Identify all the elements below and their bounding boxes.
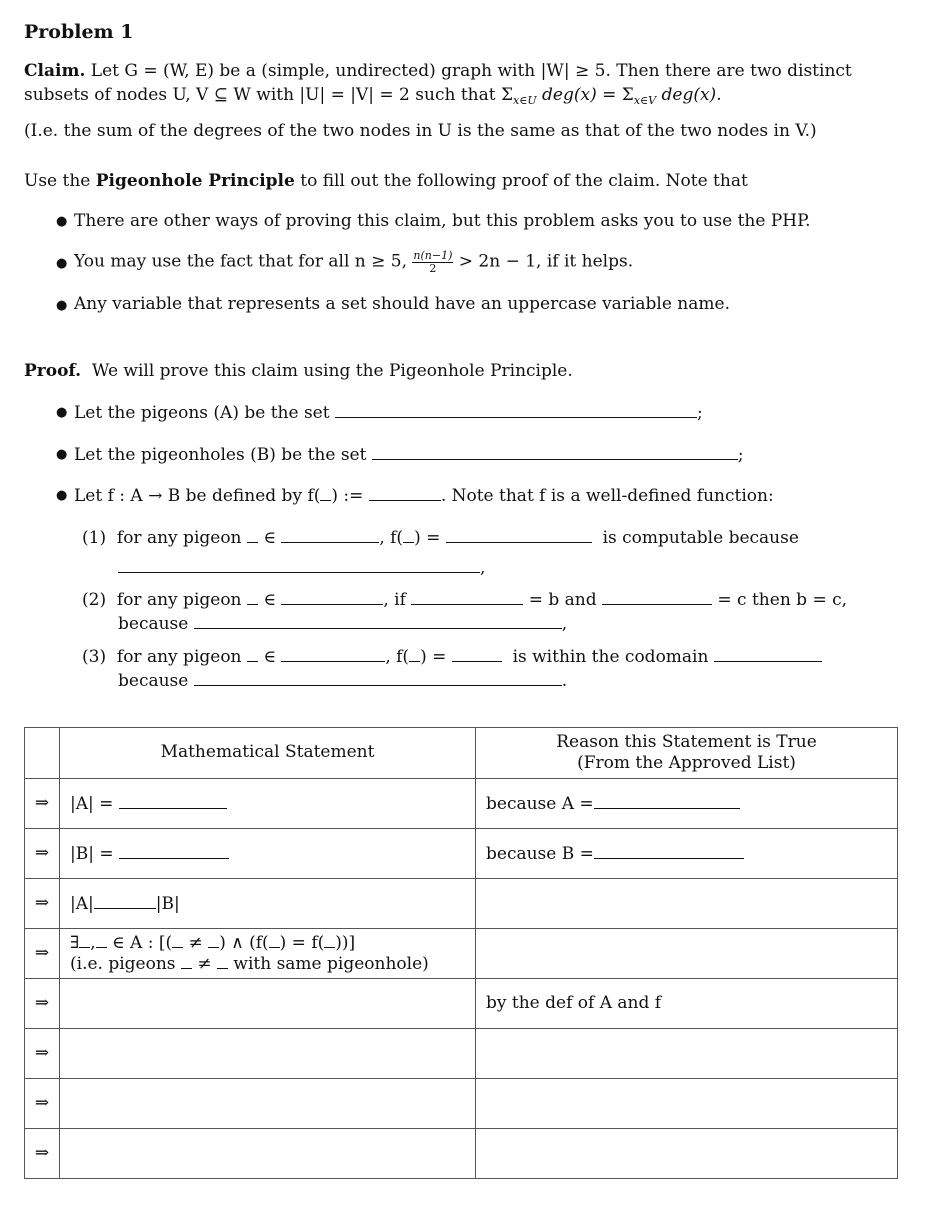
proof-label: Proof. — [24, 361, 82, 381]
implies-icon: ⇒ — [25, 1029, 60, 1079]
implies-icon: ⇒ — [25, 979, 60, 1029]
comma: , — [480, 558, 486, 578]
statement-text: ) = f( — [279, 932, 325, 953]
table-header-row — [25, 728, 898, 779]
statement-text: |A| — [70, 893, 94, 914]
statement-line-1 — [70, 933, 465, 954]
reason-blank[interactable] — [594, 792, 740, 809]
bullet2-text-b: > 2n − 1, if it helps. — [453, 251, 634, 272]
condition-2-text-e: = c then b = c, — [717, 590, 848, 610]
bullet-dot: ● — [56, 447, 68, 462]
condition-1-text-e: is computable because — [602, 528, 799, 548]
set-blank[interactable] — [281, 588, 383, 605]
statement-text: ))] — [335, 932, 356, 953]
condition-1 — [82, 526, 799, 549]
relation-blank[interactable] — [94, 892, 156, 909]
value-blank[interactable] — [602, 588, 712, 605]
pigeon-blank[interactable] — [96, 933, 107, 948]
condition-1-text-d: ) = — [414, 528, 441, 548]
statement-cell[interactable] — [60, 929, 476, 979]
pigeon-blank[interactable] — [247, 528, 258, 543]
table-row — [25, 1079, 898, 1129]
condition-2-text-a: for any pigeon — [116, 590, 242, 610]
reason-cell[interactable] — [476, 1029, 898, 1079]
statement-cell[interactable] — [60, 1129, 476, 1179]
header-arrow-cell — [25, 728, 60, 779]
condition-3-label: (3) — [82, 647, 107, 667]
proof-table — [24, 727, 898, 1179]
pigeons-text: Let the pigeons (A) be the set — [74, 403, 330, 423]
statement-text: ) ∧ (f( — [219, 932, 269, 953]
element-of-symbol: ∈ — [263, 590, 276, 610]
reason-text: because B = — [486, 843, 594, 864]
bullet-dot: ● — [56, 298, 68, 313]
set-blank[interactable] — [281, 645, 385, 662]
element-of-symbol: ∈ — [263, 647, 276, 667]
statement-cell[interactable] — [60, 779, 476, 829]
reason-cell[interactable] — [476, 879, 898, 929]
element-of-symbol: ∈ — [263, 528, 276, 548]
claim-text-1: Let G = (W, E) be a (simple, undirected) graph with |W| ≥ 5. Then there are two distinct — [90, 61, 852, 81]
statement-text: |A| = — [70, 793, 114, 814]
condition-2-reason-line — [118, 612, 567, 635]
instruction-bullet-1: There are other ways of proving this claim, but this problem asks you to use the PHP. — [74, 211, 811, 231]
statement-text: |B| = — [70, 843, 114, 864]
reason-cell[interactable] — [476, 779, 898, 829]
reason-blank[interactable] — [194, 612, 562, 629]
table-row — [25, 929, 898, 979]
sum-symbol-v: Σ — [621, 85, 634, 105]
reason-blank[interactable] — [194, 669, 562, 686]
arg-blank[interactable] — [403, 528, 414, 543]
condition-1-text-c: , f( — [379, 528, 404, 548]
header-reason-line-1: Reason this Statement is True — [556, 731, 817, 752]
comma: , — [90, 932, 96, 953]
instruction-bullet-2 — [74, 250, 633, 274]
table-row — [25, 1129, 898, 1179]
header-statement: Mathematical Statement — [60, 728, 476, 779]
table-row — [25, 779, 898, 829]
pigeon-blank[interactable] — [269, 933, 280, 948]
pigeon-blank[interactable] — [79, 933, 90, 948]
statement-text: with same pigeonhole) — [233, 953, 429, 974]
function-line — [74, 484, 774, 507]
arg-blank[interactable] — [409, 647, 420, 662]
pigeon-blank[interactable] — [217, 954, 228, 969]
function-arg-blank[interactable] — [320, 486, 331, 501]
condition-3-reason-line — [118, 669, 567, 692]
condition-2-text-c: , if — [383, 590, 406, 610]
statement-cell[interactable] — [60, 829, 476, 879]
problem-title: Problem 1 — [24, 21, 134, 43]
statement-cell[interactable] — [60, 879, 476, 929]
implies-icon: ⇒ — [25, 1079, 60, 1129]
function-text-b: ) := — [331, 486, 364, 506]
reason-text: by the def of A and f — [486, 992, 662, 1013]
claim-label: Claim. — [24, 61, 86, 81]
instructions-intro — [24, 171, 748, 192]
function-text-c: . Note that f is a well-defined function: — [440, 486, 774, 506]
bullet2-text-a: You may use the fact that for all n ≥ 5, — [74, 251, 413, 272]
fraction-numerator: n(n−1) — [413, 249, 453, 262]
reason-cell[interactable] — [476, 829, 898, 879]
statement-line-2 — [70, 954, 465, 975]
pigeonholes-text: Let the pigeonholes (B) be the set — [74, 445, 367, 465]
statement-cell[interactable] — [60, 979, 476, 1029]
statement-text: (i.e. pigeons — [70, 953, 176, 974]
reason-cell[interactable] — [476, 1079, 898, 1129]
intro-bold: Pigeonhole Principle — [95, 171, 295, 191]
table-row — [25, 1029, 898, 1079]
pigeon-blank[interactable] — [208, 933, 219, 948]
pigeon-blank[interactable] — [247, 590, 258, 605]
proof-intro-text: We will prove this claim using the Pigeonhole Principle. — [91, 361, 573, 381]
bullet-dot: ● — [56, 488, 68, 503]
condition-3-text-e: is within the codomain — [512, 647, 709, 667]
sum-subscript-v: x∈V — [633, 94, 657, 107]
bullet-dot: ● — [56, 214, 68, 229]
table-row — [25, 829, 898, 879]
pigeons-blank[interactable] — [335, 401, 697, 418]
pigeon-blank[interactable] — [172, 933, 183, 948]
value-blank[interactable] — [452, 645, 502, 662]
not-equal-symbol: ≠ — [197, 953, 212, 974]
reason-cell[interactable] — [476, 1129, 898, 1179]
claim-line-2 — [24, 85, 722, 108]
claim-note: (I.e. the sum of the degrees of the two nodes in U is the same as that of the two nodes in V.) — [24, 121, 817, 141]
statement-cell[interactable] — [60, 1029, 476, 1079]
set-blank[interactable] — [281, 526, 379, 543]
pigeons-line — [74, 401, 703, 424]
sum-subscript-u: x∈U — [513, 94, 537, 107]
header-reason — [476, 728, 898, 779]
condition-3 — [82, 645, 822, 668]
statement-text: ∈ A : [( — [112, 932, 173, 953]
condition-1-label: (1) — [82, 528, 107, 548]
semicolon: ; — [737, 445, 744, 465]
reason-blank[interactable] — [594, 842, 744, 859]
pigeonholes-line — [74, 443, 744, 466]
sum-symbol-u: Σ — [500, 85, 514, 105]
implies-icon: ⇒ — [25, 779, 60, 829]
implies-icon: ⇒ — [25, 879, 60, 929]
table-row — [25, 879, 898, 929]
condition-1-reason-line — [118, 556, 485, 579]
reason-cell[interactable] — [476, 929, 898, 979]
reason-blank[interactable] — [118, 556, 480, 573]
comma: , — [561, 614, 568, 634]
condition-3-text-d: ) = — [420, 647, 447, 667]
not-equal-symbol: ≠ — [188, 932, 203, 953]
semicolon: ; — [696, 403, 703, 423]
condition-2 — [82, 588, 847, 611]
pigeon-blank[interactable] — [324, 933, 335, 948]
value-blank[interactable] — [411, 588, 523, 605]
pigeon-blank[interactable] — [181, 954, 192, 969]
reason-text: because A = — [486, 793, 594, 814]
implies-icon: ⇒ — [25, 1129, 60, 1179]
because-text: because — [118, 614, 189, 634]
intro-text-a: Use the — [24, 171, 96, 191]
header-reason-line-2: (From the Approved List) — [577, 753, 796, 773]
implies-icon: ⇒ — [25, 829, 60, 879]
deg-v: deg(x). — [656, 85, 722, 105]
statement-blank[interactable] — [119, 842, 229, 859]
condition-2-label: (2) — [82, 590, 107, 610]
deg-u: deg(x) = — [536, 85, 622, 105]
condition-3-text-a: for any pigeon — [116, 647, 242, 667]
condition-2-text-d: = b and — [528, 590, 597, 610]
implies-icon: ⇒ — [25, 929, 60, 979]
intro-text-b: to fill out the following proof of the claim. Note that — [294, 171, 748, 191]
function-def-blank[interactable] — [369, 484, 441, 501]
statement-text: |B| — [155, 893, 180, 914]
statement-blank[interactable] — [119, 792, 227, 809]
bullet-dot: ● — [56, 405, 68, 420]
statement-cell[interactable] — [60, 1079, 476, 1129]
instruction-bullet-3: Any variable that represents a set should have an uppercase variable name. — [74, 294, 730, 314]
table-row — [25, 979, 898, 1029]
pigeonholes-blank[interactable] — [372, 443, 738, 460]
condition-1-text-a: for any pigeon — [116, 528, 242, 548]
pigeon-blank[interactable] — [247, 647, 258, 662]
claim-text-2: subsets of nodes U, V ⊆ W with |U| = |V| = 2 such that — [24, 85, 501, 105]
reason-cell[interactable] — [476, 979, 898, 1029]
condition-3-text-c: , f( — [385, 647, 410, 667]
codomain-blank[interactable] — [714, 645, 822, 662]
function-text-a: Let f : A → B be defined by f( — [74, 486, 321, 506]
claim-line-1 — [24, 61, 852, 82]
fraction — [412, 250, 453, 274]
value-blank[interactable] — [446, 526, 592, 543]
proof-intro — [24, 361, 573, 382]
exists-symbol: ∃ — [70, 932, 80, 953]
period: . — [561, 671, 568, 691]
because-text: because — [118, 671, 189, 691]
fraction-denominator: 2 — [429, 261, 437, 275]
bullet-dot: ● — [56, 256, 68, 271]
